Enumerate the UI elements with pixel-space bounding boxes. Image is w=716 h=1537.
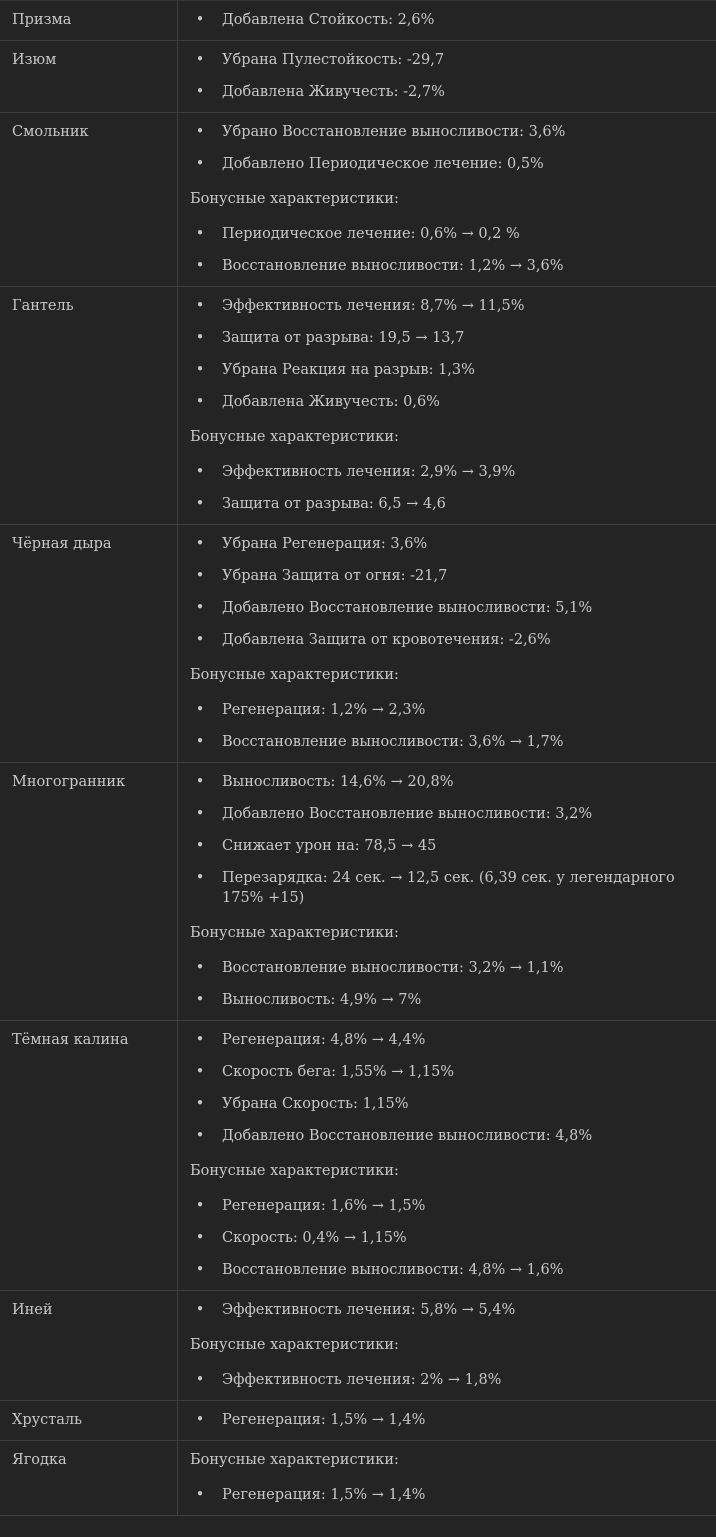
table-row [0,763,716,1021]
list-item [190,392,702,412]
list-item [190,1485,702,1505]
bullet-icon: • [195,156,205,172]
bullet-icon: • [195,1198,205,1214]
bonus-stats-heading: Бонусные характеристики: [190,191,399,207]
list-item-text: Периодическое лечение: 0,6% → 0,2 % [222,226,520,242]
list-item-text: Эффективность лечения: 8,7% → 11,5% [222,298,525,314]
bullet-icon: • [195,870,205,886]
list-item-text: Убрана Пулестойкость: -29,7 [222,52,445,68]
list-item [190,1410,702,1430]
bonus-stats-heading: Бонусные характеристики: [190,667,399,683]
list-item [190,868,702,908]
bullet-icon: • [195,838,205,854]
list-item-text: Регенерация: 4,8% → 4,4% [222,1032,426,1048]
list-item-text: Регенерация: 1,2% → 2,3% [222,702,426,718]
bullet-icon: • [195,702,205,718]
list-item-text: Выносливость: 14,6% → 20,8% [222,774,454,790]
artifact-name: Смольник [0,113,178,286]
table-row [0,1441,716,1516]
list-item [190,534,702,554]
list-item-text: Добавлена Стойкость: 2,6% [222,12,435,28]
list-item [190,566,702,586]
list-item [190,1062,702,1082]
bullet-icon: • [195,1128,205,1144]
list-item-text: Эффективность лечения: 2,9% → 3,9% [222,464,516,480]
bullet-icon: • [195,496,205,512]
table-row [0,41,716,113]
list-item [190,1228,702,1248]
list-item [190,224,702,244]
bullet-icon: • [195,124,205,140]
changes-cell [178,113,716,286]
list-item-text: Добавлена Живучесть: 0,6% [222,394,440,410]
list-item [190,1370,702,1390]
list-item-text: Скорость: 0,4% → 1,15% [222,1230,407,1246]
list-item [190,958,702,978]
list-item [190,82,702,102]
artifact-name: Изюм [0,41,178,112]
table-row [0,1401,716,1441]
changes-cell [178,1,716,40]
list-item [190,1126,702,1146]
list-item [190,700,702,720]
list-item-text: Добавлено Восстановление выносливости: 3,2% [222,806,593,822]
list-item-text: Защита от разрыва: 6,5 → 4,6 [222,496,446,512]
list-item [190,494,702,514]
bullet-icon: • [195,1372,205,1388]
table-row [0,525,716,763]
list-item [190,50,702,70]
bonus-stats-heading: Бонусные характеристики: [190,429,399,445]
list-item-text: Убрана Регенерация: 3,6% [222,536,428,552]
bullet-icon: • [195,1412,205,1428]
bullet-icon: • [195,1262,205,1278]
list-item-text: Восстановление выносливости: 3,2% → 1,1% [222,960,564,976]
changes-cell [178,1291,716,1400]
list-item [190,1196,702,1216]
table-row [0,287,716,525]
list-item-text: Перезарядка: 24 сек. → 12,5 сек. (6,39 сек. у легендарного 175% +15) [222,870,675,906]
list-item-text: Добавлено Периодическое лечение: 0,5% [222,156,544,172]
list-item-text: Добавлено Восстановление выносливости: 5,1% [222,600,593,616]
bullet-icon: • [195,394,205,410]
bullet-icon: • [195,52,205,68]
list-item [190,328,702,348]
list-item [190,1300,702,1320]
bullet-icon: • [195,632,205,648]
bullet-icon: • [195,536,205,552]
list-item-text: Добавлена Живучесть: -2,7% [222,84,445,100]
list-item [190,154,702,174]
artifact-name: Хрусталь [0,1401,178,1440]
table-row [0,113,716,287]
table-row [0,1021,716,1291]
bullet-icon: • [195,12,205,28]
table-row [0,1291,716,1401]
bullet-icon: • [195,362,205,378]
list-item-text: Убрано Восстановление выносливости: 3,6% [222,124,566,140]
list-item-text: Восстановление выносливости: 1,2% → 3,6% [222,258,564,274]
artifact-name: Тёмная калина [0,1021,178,1290]
bullet-icon: • [195,330,205,346]
list-item-text: Добавлено Восстановление выносливости: 4,8% [222,1128,593,1144]
list-item-text: Восстановление выносливости: 4,8% → 1,6% [222,1262,564,1278]
bullet-icon: • [195,1064,205,1080]
bullet-icon: • [195,600,205,616]
list-item [190,598,702,618]
bullet-icon: • [195,1487,205,1503]
list-item [190,732,702,752]
bullet-icon: • [195,84,205,100]
list-item-text: Скорость бега: 1,55% → 1,15% [222,1064,455,1080]
list-item [190,836,702,856]
list-item-text: Убрана Защита от огня: -21,7 [222,568,448,584]
artifact-name: Гантель [0,287,178,524]
list-item-text: Регенерация: 1,6% → 1,5% [222,1198,426,1214]
list-item [190,462,702,482]
list-item [190,1030,702,1050]
list-item-text: Выносливость: 4,9% → 7% [222,992,422,1008]
list-item [190,630,702,650]
list-item-text: Регенерация: 1,5% → 1,4% [222,1412,426,1428]
list-item-text: Регенерация: 1,5% → 1,4% [222,1487,426,1503]
bullet-icon: • [195,1032,205,1048]
list-item-text: Эффективность лечения: 5,8% → 5,4% [222,1302,516,1318]
changes-cell [178,1021,716,1290]
list-item [190,1094,702,1114]
list-item-text: Восстановление выносливости: 3,6% → 1,7% [222,734,564,750]
artifact-name: Призма [0,1,178,40]
list-item-text: Снижает урон на: 78,5 → 45 [222,838,437,854]
bullet-icon: • [195,806,205,822]
list-item-text: Убрана Реакция на разрыв: 1,3% [222,362,475,378]
changes-cell [178,1441,716,1515]
bullet-icon: • [195,734,205,750]
list-item [190,772,702,792]
bullet-icon: • [195,1230,205,1246]
changes-cell [178,287,716,524]
changes-cell [178,763,716,1020]
bonus-stats-heading: Бонусные характеристики: [190,1452,399,1468]
bullet-icon: • [195,960,205,976]
bullet-icon: • [195,568,205,584]
list-item [190,360,702,380]
list-item [190,256,702,276]
bonus-stats-heading: Бонусные характеристики: [190,925,399,941]
bullet-icon: • [195,258,205,274]
list-item [190,804,702,824]
changes-cell [178,1401,716,1440]
bullet-icon: • [195,774,205,790]
list-item-text: Убрана Скорость: 1,15% [222,1096,409,1112]
changes-cell [178,41,716,112]
bullet-icon: • [195,1302,205,1318]
artifact-name: Чёрная дыра [0,525,178,762]
artifact-name: Многогранник [0,763,178,1020]
bonus-stats-heading: Бонусные характеристики: [190,1163,399,1179]
list-item-text: Защита от разрыва: 19,5 → 13,7 [222,330,465,346]
list-item-text: Эффективность лечения: 2% → 1,8% [222,1372,502,1388]
artifact-name: Ягодка [0,1441,178,1515]
bonus-stats-heading: Бонусные характеристики: [190,1337,399,1353]
list-item-text: Добавлена Защита от кровотечения: -2,6% [222,632,551,648]
list-item [190,1260,702,1280]
bullet-icon: • [195,298,205,314]
artifact-name: Иней [0,1291,178,1400]
list-item [190,10,702,30]
list-item [190,122,702,142]
list-item [190,296,702,316]
table-row [0,1,716,41]
bullet-icon: • [195,1096,205,1112]
bullet-icon: • [195,226,205,242]
list-item [190,990,702,1010]
bullet-icon: • [195,464,205,480]
bullet-icon: • [195,992,205,1008]
changes-cell [178,525,716,762]
